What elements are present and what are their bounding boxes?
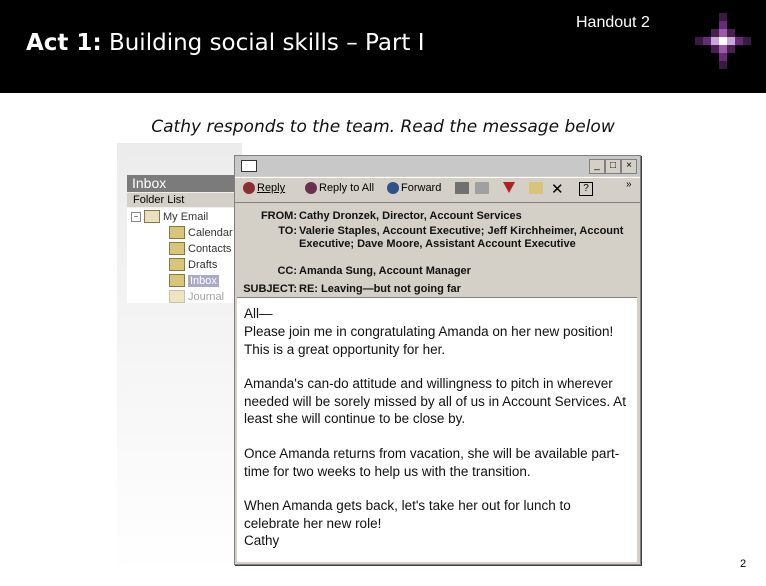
calendar-icon [169,226,185,239]
folder-label: My Email [163,210,209,223]
reply-all-button[interactable] [305,182,374,194]
folder-item-contacts[interactable] [169,242,231,255]
slide-title-rest: Building social skills – Part I [101,30,425,56]
to-value: Valerie Staples, Account Executive; Jeff Kirchheimer, Account Executive; Dave Moore, Assistant Account Executive [299,225,624,250]
journal-icon [169,290,185,303]
folder-item-drafts[interactable] [169,258,217,271]
reply-icon [243,182,255,194]
help-button[interactable] [579,182,593,196]
inbox-title: Inbox [127,175,242,192]
slide-title [26,30,425,56]
copy-icon [475,182,489,194]
move-button[interactable] [529,182,543,194]
body-paragraph: Amanda's can-do attitude and willingness to pitch in wherever needed will be sorely missed by all of us in Account Services. At least she will continue to be close by. [244,376,626,426]
cc-value: Amanda Sung, Account Manager [299,265,471,277]
email-header-fields [235,203,640,295]
toolbar-overflow-button[interactable] [626,179,632,190]
help-icon: ? [579,182,593,196]
print-icon [455,182,469,194]
email-toolbar [235,177,640,203]
inbox-icon [169,274,185,287]
folder-list-label: Folder List [127,193,243,207]
forward-icon [387,182,399,194]
subject-value: RE: Leaving—but not going far [299,283,461,295]
body-signature: Cathy [244,533,280,548]
from-label: FROM: [260,210,297,222]
forward-label: Forward [401,182,442,194]
reply-all-icon [305,182,317,194]
folder-item-calendar[interactable] [169,226,233,239]
body-paragraph: When Amanda gets back, let's take her out for lunch to celebrate her new role! [244,498,571,531]
subject-label: SUBJECT: [243,283,297,295]
from-value: Cathy Dronzek, Director, Account Services [299,210,522,222]
body-paragraph: Once Amanda returns from vacation, she will be available part-time for two weeks to help us with the transition. [244,446,620,479]
close-button[interactable]: × [621,159,637,174]
handout-label: Handout 2 [576,14,650,31]
flag-button[interactable] [503,182,515,193]
collapse-icon[interactable]: − [131,212,141,222]
print-button[interactable] [455,182,469,194]
folder-label: Calendar [188,226,233,239]
folder-item-inbox[interactable] [169,274,219,287]
forward-button[interactable] [387,182,441,194]
minimize-button[interactable]: _ [589,159,605,174]
slide-subtitle: Cathy responds to the team. Read the message below [151,117,615,137]
reply-label: Reply [257,182,286,194]
email-titlebar [235,156,640,176]
email-body [237,297,637,562]
page-number: 2 [740,558,747,570]
folder-tree [127,208,242,303]
mailbox-icon [144,210,160,223]
folder-label: Inbox [190,274,217,287]
delete-icon: ✕ [551,181,564,198]
body-paragraph: Please join me in congratulating Amanda on her new position! This is a great opportunity for her. [244,324,614,357]
folder-label: Drafts [188,258,218,271]
slide-header [0,0,766,93]
to-label: TO: [278,225,297,237]
delete-button[interactable] [551,180,564,198]
folder-label: Journal [188,290,225,303]
cc-label: CC: [277,265,297,277]
slide-title-bold: Act 1: [26,30,102,56]
chevron-right-icon: » [626,179,632,190]
email-window [234,155,641,565]
plus-logo-icon [695,13,751,69]
maximize-button[interactable]: □ [605,159,621,174]
contacts-icon [169,242,185,255]
move-to-folder-icon [529,182,543,194]
copy-button[interactable] [475,182,489,194]
folder-label: Contacts [188,242,232,255]
envelope-icon [241,160,257,172]
body-greeting: All— [244,306,273,321]
flag-icon [503,182,515,193]
reply-button[interactable] [243,182,285,194]
drafts-icon [169,258,185,271]
folder-tree-root[interactable] [131,210,208,223]
folder-item-journal[interactable] [169,290,224,303]
reply-all-label: Reply to All [319,182,375,194]
